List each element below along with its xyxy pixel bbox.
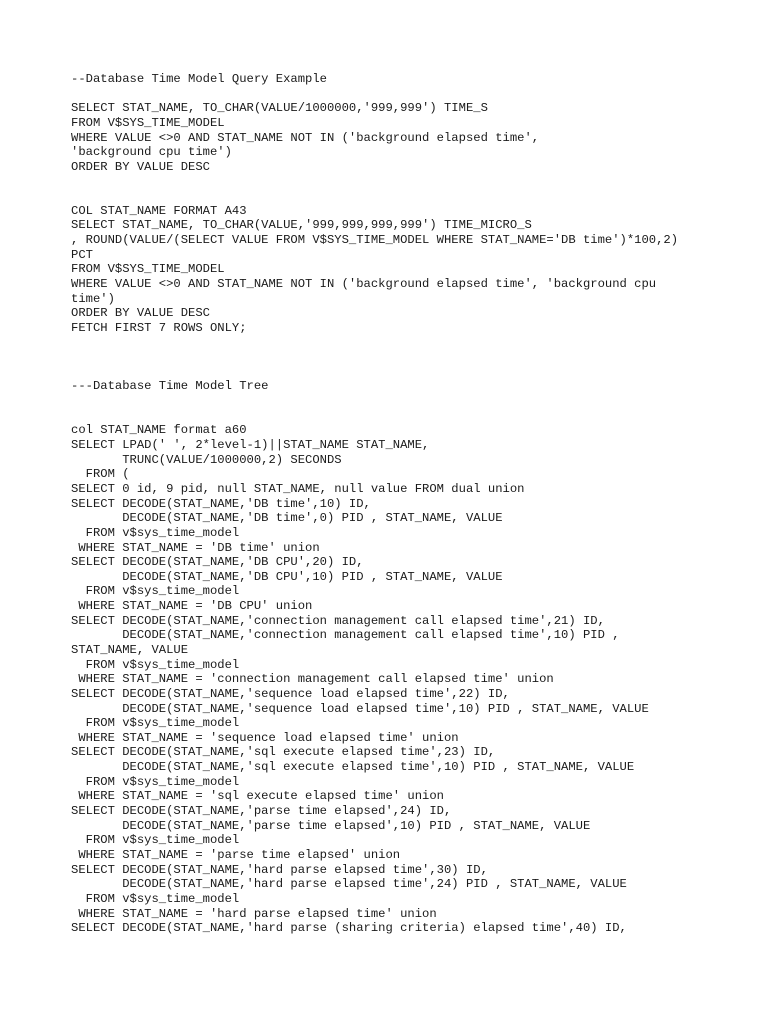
code-line: DECODE(STAT_NAME,'parse time elapsed',10) PID , STAT_NAME, VALUE [71,818,591,833]
code-line: TRUNC(VALUE/1000000,2) SECONDS [71,452,342,467]
code-line: FROM v$sys_time_model [71,774,240,789]
code-line: WHERE STAT_NAME = 'DB CPU' union [71,599,313,614]
code-line: 'background cpu time') [71,145,232,160]
code-line: STAT_NAME, VALUE [71,642,189,657]
code-line [71,394,678,409]
sql-code-block [71,72,678,936]
code-line: FETCH FIRST 7 ROWS ONLY; [71,320,247,335]
code-line: ORDER BY VALUE DESC [71,159,210,174]
code-line: FROM v$sys_time_model [71,657,240,672]
code-line: SELECT STAT_NAME, TO_CHAR(VALUE,'999,999,999,999') TIME_MICRO_S [71,218,532,233]
code-line: SELECT 0 id, 9 pid, null STAT_NAME, null value FROM dual union [71,481,525,496]
code-line [71,336,678,351]
code-line: DECODE(STAT_NAME,'DB time',0) PID , STAT_NAME, VALUE [71,511,503,526]
code-line: WHERE STAT_NAME = 'DB time' union [71,540,320,555]
code-line: COL STAT_NAME FORMAT A43 [71,203,247,218]
code-line: SELECT DECODE(STAT_NAME,'hard parse elapsed time',30) ID, [71,862,488,877]
code-line: WHERE STAT_NAME = 'parse time elapsed' union [71,847,401,862]
code-line: DECODE(STAT_NAME,'hard parse elapsed time',24) PID , STAT_NAME, VALUE [71,877,627,892]
code-line: SELECT DECODE(STAT_NAME,'sequence load elapsed time',22) ID, [71,686,510,701]
code-line: SELECT DECODE(STAT_NAME,'sql execute elapsed time',23) ID, [71,745,496,760]
code-line: DECODE(STAT_NAME,'connection management call elapsed time',10) PID , [71,628,620,643]
code-line: DECODE(STAT_NAME,'DB CPU',10) PID , STAT_NAME, VALUE [71,569,503,584]
code-line: FROM ( [71,467,130,482]
code-line: FROM v$sys_time_model [71,716,240,731]
code-line: time') [71,291,115,306]
code-line: ---Database Time Model Tree [71,379,269,394]
code-line [71,350,678,365]
code-line: WHERE VALUE <>0 AND STAT_NAME NOT IN ('background elapsed time', 'background cpu [71,276,657,291]
code-line: FROM v$sys_time_model [71,584,240,599]
code-line: PCT [71,247,93,262]
code-line [71,409,678,424]
code-line: WHERE STAT_NAME = 'hard parse elapsed time' union [71,906,437,921]
code-line [71,365,678,380]
code-line: WHERE VALUE <>0 AND STAT_NAME NOT IN ('background elapsed time', [71,130,540,145]
code-line: SELECT DECODE(STAT_NAME,'DB CPU',20) ID, [71,555,364,570]
code-line: SELECT DECODE(STAT_NAME,'parse time elapsed',24) ID, [71,804,452,819]
code-line: DECODE(STAT_NAME,'sequence load elapsed time',10) PID , STAT_NAME, VALUE [71,701,649,716]
code-line: SELECT STAT_NAME, TO_CHAR(VALUE/1000000,'999,999') TIME_S [71,101,488,116]
code-line: SELECT DECODE(STAT_NAME,'DB time',10) ID, [71,496,371,511]
code-line: WHERE STAT_NAME = 'sql execute elapsed time' union [71,789,444,804]
code-line: WHERE STAT_NAME = 'sequence load elapsed time' union [71,730,459,745]
code-line [71,189,678,204]
code-line: DECODE(STAT_NAME,'sql execute elapsed time',10) PID , STAT_NAME, VALUE [71,760,635,775]
code-line: SELECT LPAD(' ', 2*level-1)||STAT_NAME STAT_NAME, [71,438,430,453]
code-line: , ROUND(VALUE/(SELECT VALUE FROM V$SYS_TIME_MODEL WHERE STAT_NAME='DB time')*100,2) [71,233,679,248]
code-line [71,87,678,102]
code-line: FROM v$sys_time_model [71,891,240,906]
code-line: --Database Time Model Query Example [71,72,327,86]
code-line: SELECT DECODE(STAT_NAME,'connection management call elapsed time',21) ID, [71,613,605,628]
code-line: col STAT_NAME format a60 [71,423,247,438]
code-line: FROM V$SYS_TIME_MODEL [71,262,225,277]
code-line: FROM V$SYS_TIME_MODEL [71,115,225,130]
code-line: FROM v$sys_time_model [71,525,240,540]
code-line: ORDER BY VALUE DESC [71,306,210,321]
code-line [71,174,678,189]
code-line: WHERE STAT_NAME = 'connection management call elapsed time' union [71,672,554,687]
code-line: SELECT DECODE(STAT_NAME,'hard parse (sharing criteria) elapsed time',40) ID, [71,921,627,936]
code-line: FROM v$sys_time_model [71,833,240,848]
